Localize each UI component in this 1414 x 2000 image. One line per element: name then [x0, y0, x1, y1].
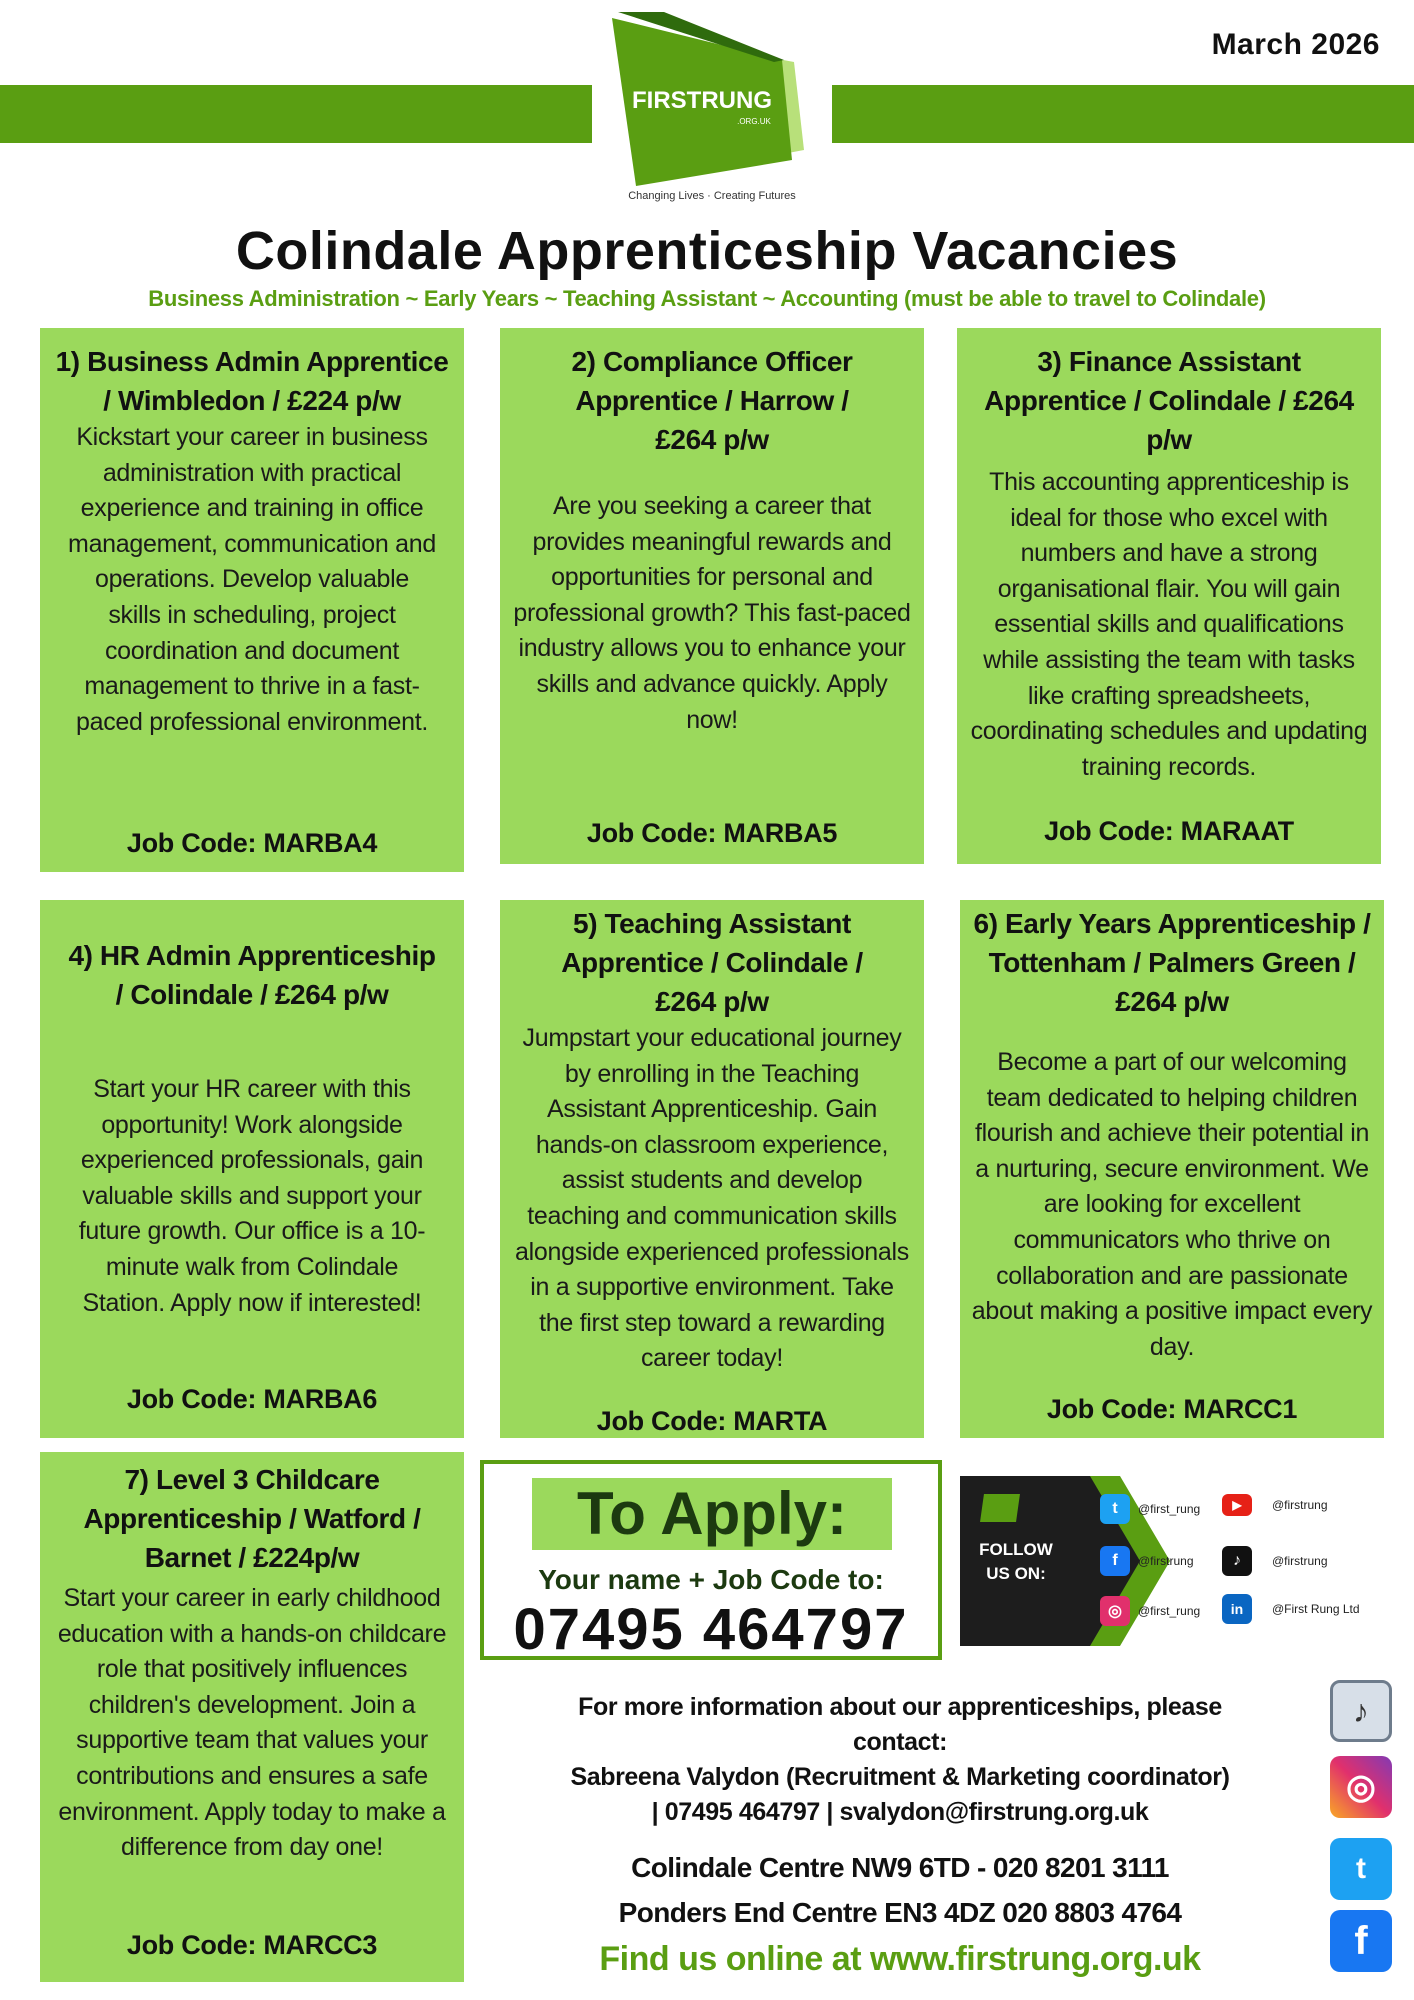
ponders-end-centre: Ponders End Centre EN3 4DZ 020 8803 4764 [618, 1897, 1182, 1928]
vacancy-card-4 [40, 900, 464, 1438]
instagram-icon[interactable]: ◎ [1330, 1756, 1392, 1818]
social-instagram[interactable] [1100, 1596, 1200, 1626]
vacancy-title: 4) HR Admin Apprenticeship / Colindale / £264 p/w [68, 940, 436, 1010]
instagram-icon: ◎ [1100, 1596, 1130, 1626]
social-linkedin[interactable] [1222, 1594, 1360, 1624]
vacancy-card-1 [40, 328, 464, 872]
facebook-icon: f [1100, 1546, 1130, 1576]
apply-phone[interactable]: 07495 464797 [513, 1597, 909, 1662]
twitter-icon[interactable]: t [1330, 1838, 1392, 1900]
follow-us-panel [960, 1476, 1386, 1646]
vacancy-title: 3) Finance Assistant Apprentice / Colindale / £264 p/w [984, 346, 1354, 455]
social-handle: @first_rung [1138, 1604, 1201, 1618]
linkedin-icon: in [1222, 1594, 1252, 1624]
vacancy-card-2 [500, 328, 924, 864]
contact-intro: For more information about our apprenticeships, please contact: [578, 1693, 1222, 1756]
social-youtube[interactable] [1222, 1494, 1328, 1516]
follow-us-label: FOLLOW US ON: [979, 1540, 1053, 1583]
social-tiktok[interactable] [1222, 1546, 1328, 1576]
vacancy-card-5 [500, 900, 924, 1438]
vacancy-description: Are you seeking a career that provides meaningful rewards and opportunities for personal and professional growth? This fast-paced industry allows you to enhance your skills and advance quickly. Apply now! [513, 492, 911, 734]
page-title: Colindale Apprenticeship Vacancies [235, 221, 1179, 281]
vacancy-card-7 [40, 1452, 464, 1982]
vacancy-job-code: Job Code: MARBA4 [126, 828, 378, 858]
vacancy-job-code: Job Code: MARAAT [1044, 816, 1294, 846]
header-bar-left [0, 85, 592, 143]
social-twitter[interactable] [1100, 1494, 1200, 1524]
logo-tagline: Changing Lives · Creating Futures [628, 190, 796, 202]
twitter-icon: t [1100, 1494, 1130, 1524]
logo-domain: .ORG.UK [737, 117, 771, 126]
apply-title: To Apply: [532, 1478, 892, 1550]
page-subtitle: Business Administration ~ Early Years ~ Teaching Assistant ~ Accounting (must be able to travel to Colindale) [148, 286, 1266, 311]
contact-info [520, 1690, 1280, 1830]
vacancy-job-code: Job Code: MARBA5 [586, 818, 838, 848]
vacancy-description: This accounting apprenticeship is ideal for those who excel with numbers and have a strong organisational flair. You will gain essential skills and qualifications while assisting the team with tasks like crafting spreadsheets, coordinating schedules and updating training records. [970, 468, 1368, 781]
vacancy-title: 7) Level 3 Childcare Apprenticeship / Watford / Barnet / £224p/w [83, 1464, 421, 1573]
vacancy-title: 1) Business Admin Apprentice / Wimbledon / £224 p/w [55, 346, 449, 416]
vacancy-title: 2) Compliance Officer Apprentice / Harrow / £264 p/w [571, 346, 853, 455]
social-handle: @First Rung Ltd [1272, 1602, 1360, 1616]
issue-date: March 2026 [1211, 28, 1380, 61]
vacancy-card-3 [957, 328, 1381, 864]
youtube-icon: ▶ [1222, 1494, 1252, 1516]
vacancy-title: 6) Early Years Apprenticeship / Tottenham / Palmers Green / £264 p/w [973, 908, 1371, 1017]
social-handle: @firstrung [1272, 1554, 1328, 1568]
logo-name: FIRSTRUNG [632, 87, 772, 114]
vacancy-description: Become a part of our welcoming team dedicated to helping children flourish and achieve their potential in a nurturing, secure environment. We are looking for excellent communicators who thrive on collaboration and are passionate about making a positive impact every day. [971, 1048, 1373, 1361]
header-bar-right [832, 85, 1414, 143]
colindale-centre: Colindale Centre NW9 6TD - 020 8201 3111 [631, 1852, 1169, 1883]
vacancy-description: Jumpstart your educational journey by enrolling in the Teaching Assistant Apprenticeship. Gain hands-on classroom experience, assist students and develop teaching and communication skills alongside experienced professionals in a supportive environment. Take the first step toward a rewarding career today! [515, 1024, 909, 1373]
contact-person: Sabreena Valydon (Recruitment & Marketing coordinator) [570, 1763, 1230, 1791]
social-handle: @firstrung [1138, 1554, 1194, 1568]
vacancy-title: 5) Teaching Assistant Apprentice / Colindale / £264 p/w [561, 908, 863, 1017]
contact-details[interactable]: | 07495 464797 | svalydon@firstrung.org.uk [651, 1798, 1149, 1826]
follow-panel-logo [980, 1494, 1020, 1522]
vacancy-description: Start your HR career with this opportunity! Work alongside experienced professionals, gain valuable skills and support your future growth. Our office is a 10-minute walk from Colindale Station. Apply now if interested! [78, 1075, 426, 1317]
vacancy-job-code: Job Code: MARTA [596, 1406, 828, 1436]
social-handle: @firstrung [1272, 1498, 1328, 1512]
website-link[interactable]: Find us online at www.firstrung.org.uk [599, 1940, 1201, 1978]
vacancy-card-6 [960, 900, 1384, 1438]
vacancy-description: Start your career in early childhood education with a hands-on childcare role that positively influences children's development. Join a supportive team that values your contributions and ensures a safe environment. Apply today to make a difference from day one! [57, 1584, 447, 1862]
tiktok-icon: ♪ [1222, 1546, 1252, 1576]
firstrung-logo [604, 10, 820, 210]
social-facebook[interactable] [1100, 1546, 1194, 1576]
vacancy-description: Kickstart your career in business administration with practical experience and training in office management, communication and operations. Develop valuable skills in scheduling, project coordination and document management to thrive in a fast-paced professional environment. [68, 423, 436, 736]
vacancy-job-code: Job Code: MARCC1 [1046, 1394, 1298, 1424]
vacancy-job-code: Job Code: MARCC3 [126, 1930, 378, 1960]
apply-instruction: Your name + Job Code to: [538, 1564, 884, 1595]
facebook-icon[interactable]: f [1330, 1910, 1392, 1972]
tiktok-icon[interactable]: ♪ [1330, 1680, 1392, 1742]
vacancy-job-code: Job Code: MARBA6 [126, 1384, 378, 1414]
social-handle: @first_rung [1138, 1502, 1201, 1516]
apply-box [480, 1460, 942, 1660]
